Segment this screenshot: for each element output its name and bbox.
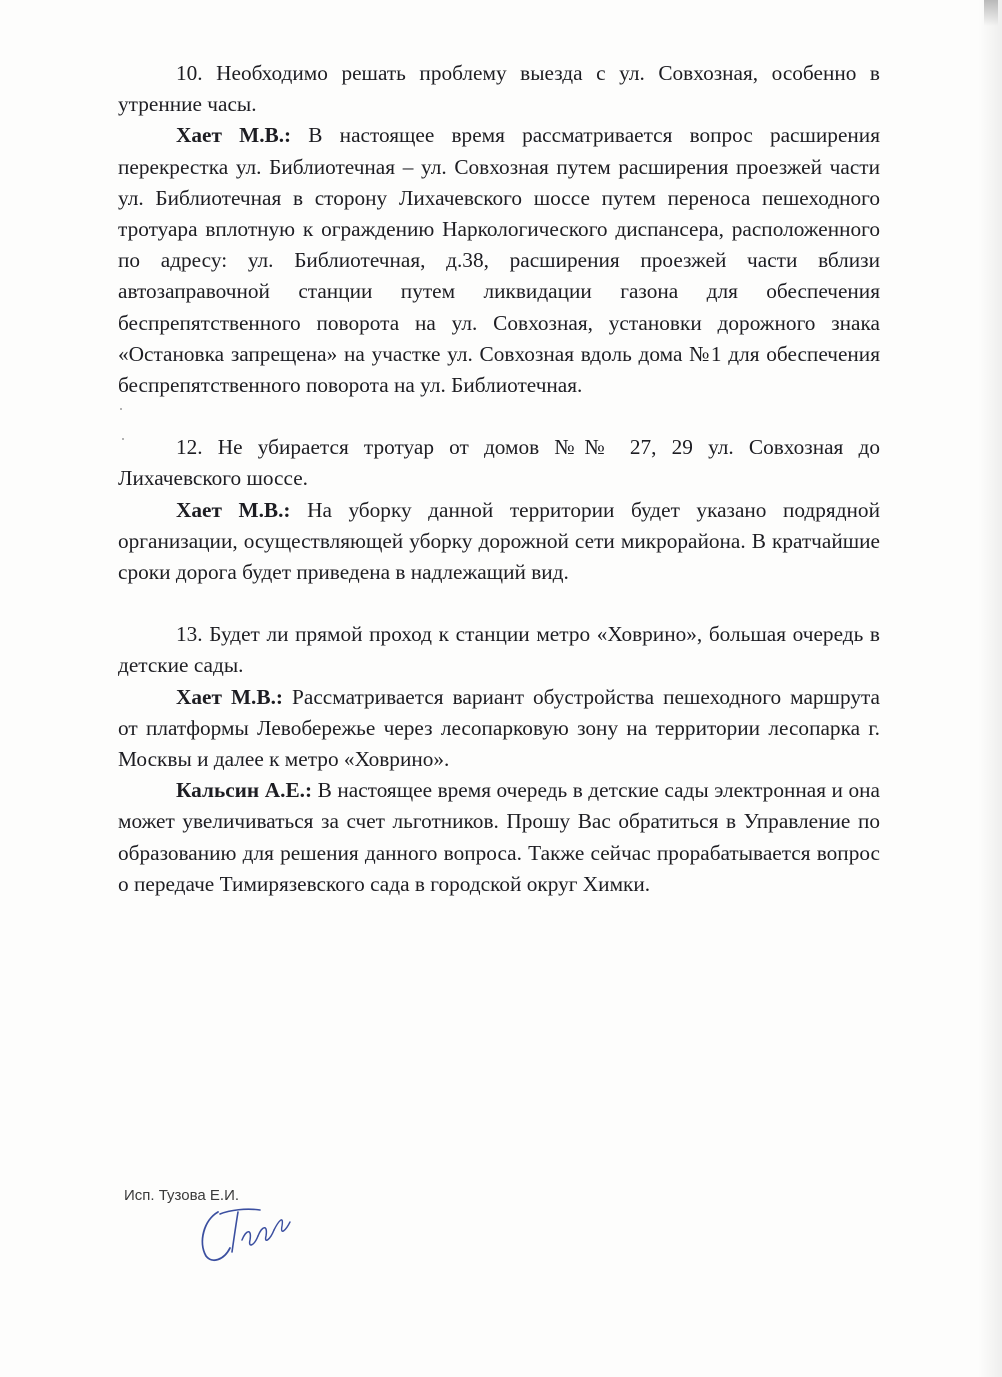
- speaker-name: Хает М.В.:: [176, 497, 291, 522]
- answer-text: В настоящее время очередь в детские сады электронная и она может увеличиваться за счет льготников. Прошу Вас обратиться в Управление по образованию для решения данного вопроса. Также сейчас прорабатывается вопрос о передаче Тимирязевского сада в городской округ Химки.: [118, 778, 880, 896]
- answer-13-haet: [118, 682, 880, 776]
- answer-text: Рассматривается вариант обустройства пешеходного маршрута от платформы Левобережье через лесопарковую зону на территории лесопарка г. Москвы и далее к метро «Ховрино».: [118, 684, 880, 772]
- paragraph-gap: [118, 588, 880, 619]
- answer-13-kalsin: [118, 775, 880, 900]
- answer-text: В настоящее время рассматривается вопрос расширения перекрестка ул. Библиотечная – ул. Совхозная путем расширения проезжей части ул. Библиотечная в сторону Лихачевского шоссе путем переноса пешеходного тротуара вплотную к ограждению Наркологического диспансера, расположенного по адресу: ул. Библиотечная, д.38, расширения проезжей части вблизи автозаправочной станции путем ликвидации газона для обеспечения беспрепятственного поворота на ул. Совхозная, установки дорожного знака «Остановка запрещена» на участке ул. Совхозная вдоль дома №1 для обеспечения беспрепятственного поворота на ул. Библиотечная.: [118, 123, 880, 398]
- question-13: 13. Будет ли прямой проход к станции метро «Ховрино», большая очередь в детские сады.: [118, 622, 880, 678]
- answer-text: На уборку данной территории будет указано подрядной организации, осуществляющей уборку дорожной сети микрорайона. В кратчайшие сроки дорога будет приведена в надлежащий вид.: [118, 497, 880, 585]
- scan-edge-shadow: [978, 0, 1002, 1377]
- speaker-name: Хает М.В.:: [176, 123, 292, 148]
- scan-speck: [122, 438, 124, 440]
- question-12: 12. Не убирается тротуар от домов №№ 27, 29 ул. Совхозная до Лихачевского шоссе.: [118, 435, 880, 491]
- question-10: 10. Необходимо решать проблему выезда с ул. Совхозная, особенно в утренние часы.: [118, 61, 880, 117]
- scan-speck: [120, 408, 122, 410]
- scan-corner-mark: [984, 0, 998, 26]
- executor-label: Исп. Тузова Е.И.: [124, 1187, 240, 1204]
- speaker-name: Кальсин А.Е.:: [176, 778, 313, 803]
- answer-12-haet: [118, 495, 880, 589]
- answer-10-haet: [118, 120, 880, 401]
- handwritten-signature: [190, 1200, 300, 1270]
- speaker-name: Хает М.В.:: [176, 684, 284, 709]
- document-body: [118, 58, 880, 900]
- paragraph-gap: [118, 401, 880, 432]
